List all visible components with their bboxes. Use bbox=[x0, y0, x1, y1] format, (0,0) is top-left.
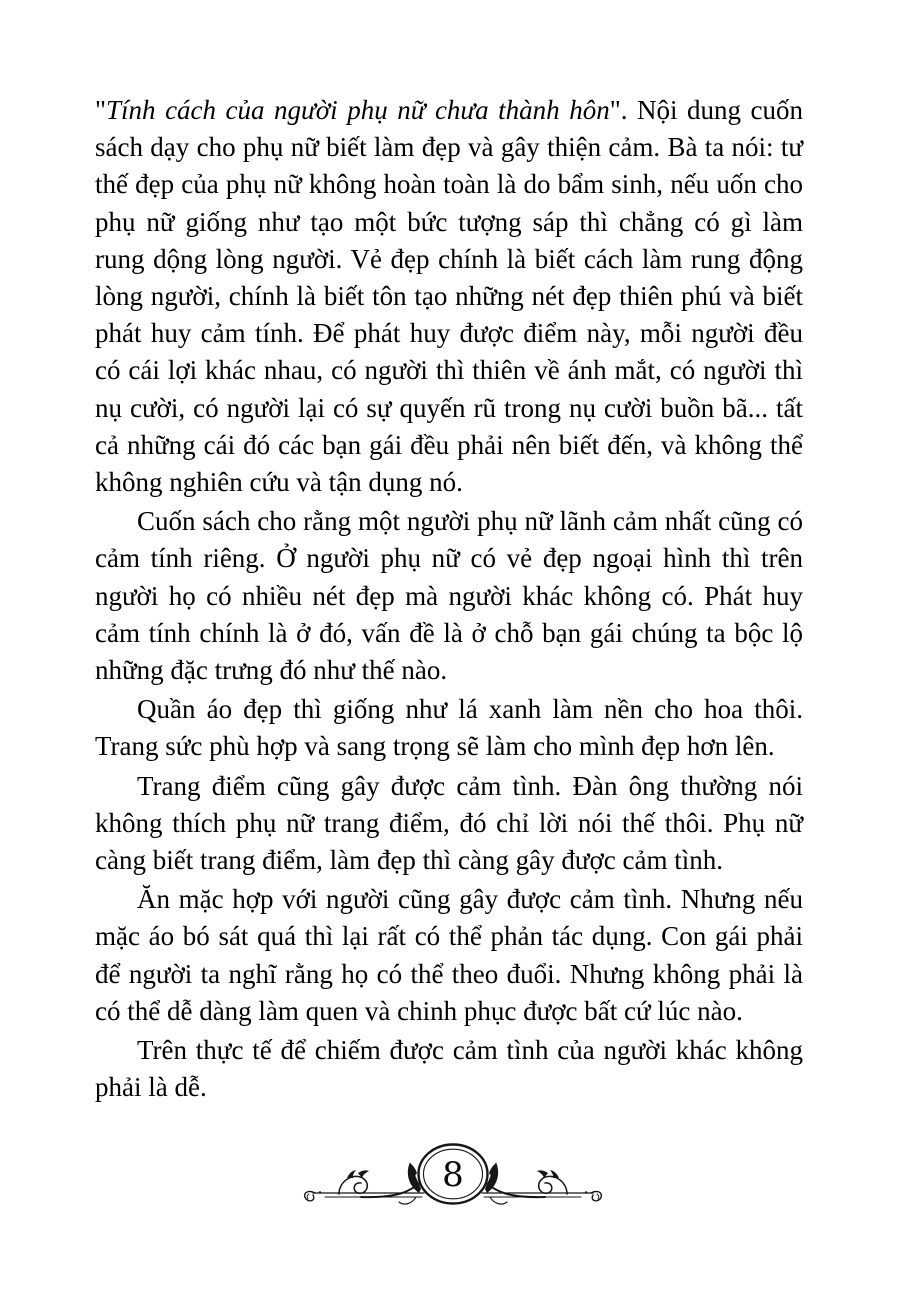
paragraph-opening bbox=[95, 92, 803, 501]
paragraph-3: Quần áo đẹp thì giống như lá xanh làm nền cho hoa thôi. Trang sức phù hợp và sang trọng sẽ làm cho mình đẹp hơn lên. bbox=[95, 694, 803, 762]
paragraph-4: Trang điểm cũng gây được cảm tình. Đàn ông thường nói không thích phụ nữ trang điểm, đó chỉ lời nói thế thôi. Phụ nữ càng biết trang điểm, làm đẹp thì càng gây được cảm tình. bbox=[95, 770, 803, 876]
under-curl bbox=[399, 1197, 416, 1204]
end-dot bbox=[318, 1191, 320, 1193]
page-number: 8 bbox=[441, 1155, 464, 1195]
end-curl-inner bbox=[307, 1194, 309, 1199]
paragraph-6: Trên thực tế để chiếm được cảm tình của người khác không phải là dễ. bbox=[95, 1035, 803, 1103]
book-title-italic: Tính cách của người phụ nữ chưa thành hôn bbox=[106, 95, 610, 125]
open-quote: " bbox=[95, 95, 107, 125]
flourish-right bbox=[477, 1158, 601, 1204]
flourish-ornament-svg bbox=[303, 1136, 603, 1220]
mid-spiral bbox=[339, 1176, 367, 1194]
opening-paragraph-text: ". Nội dung cuốn sách dạy cho phụ nữ biết làm đẹp và gây thiện cảm. Bà ta nói: tư thế đẹp của phụ nữ không hoàn toàn là do bẩm sinh, nếu uốn cho phụ nữ giống như tạo một bức tượng sáp thì chẳng có gì làm rung dộng lòng người. Vẻ đẹp chính là biết cách làm rung động lòng người, chính là biết tôn tạo những nét đẹp thiên phú và biết phát huy cảm tính. Để phát huy được điểm này, mỗi người đều có cái lợi khác nhau, có người thì thiên về ánh mắt, có người thì nụ cười, có người lại có sự quyến rũ trong nụ cười buồn bã... tất cả những cái đó các bạn gái đều phải nên biết đến, và không thể không nghiên cứu và tận dụng nó. bbox=[95, 95, 804, 498]
page-text bbox=[95, 92, 803, 1108]
page-footer-ornament bbox=[303, 1136, 603, 1220]
paragraph-2: Cuốn sách cho rằng một người phụ nữ lãnh cảm nhất cũng có cảm tính riêng. Ở người phụ nữ có vẻ đẹp ngoại hình thì trên người họ có nhiều nét đẹp mà người khác không có. Phát huy cảm tính chính là ở đó, vấn đề là ở chỗ bạn gái chúng ta bộc lộ những đặc trưng đó như thế nào. bbox=[95, 506, 803, 686]
paragraph-5: Ăn mặc hợp với người cũng gây được cảm tình. Nhưng nếu mặc áo bó sát quá thì lại rất có thể phản tác dụng. Con gái phải để người ta nghĩ rằng họ có thể theo đuổi. Nhưng không phải là có thể dễ dàng làm quen và chinh phục được bất cứ lúc nào. bbox=[95, 884, 803, 1026]
end-curl bbox=[304, 1192, 314, 1201]
